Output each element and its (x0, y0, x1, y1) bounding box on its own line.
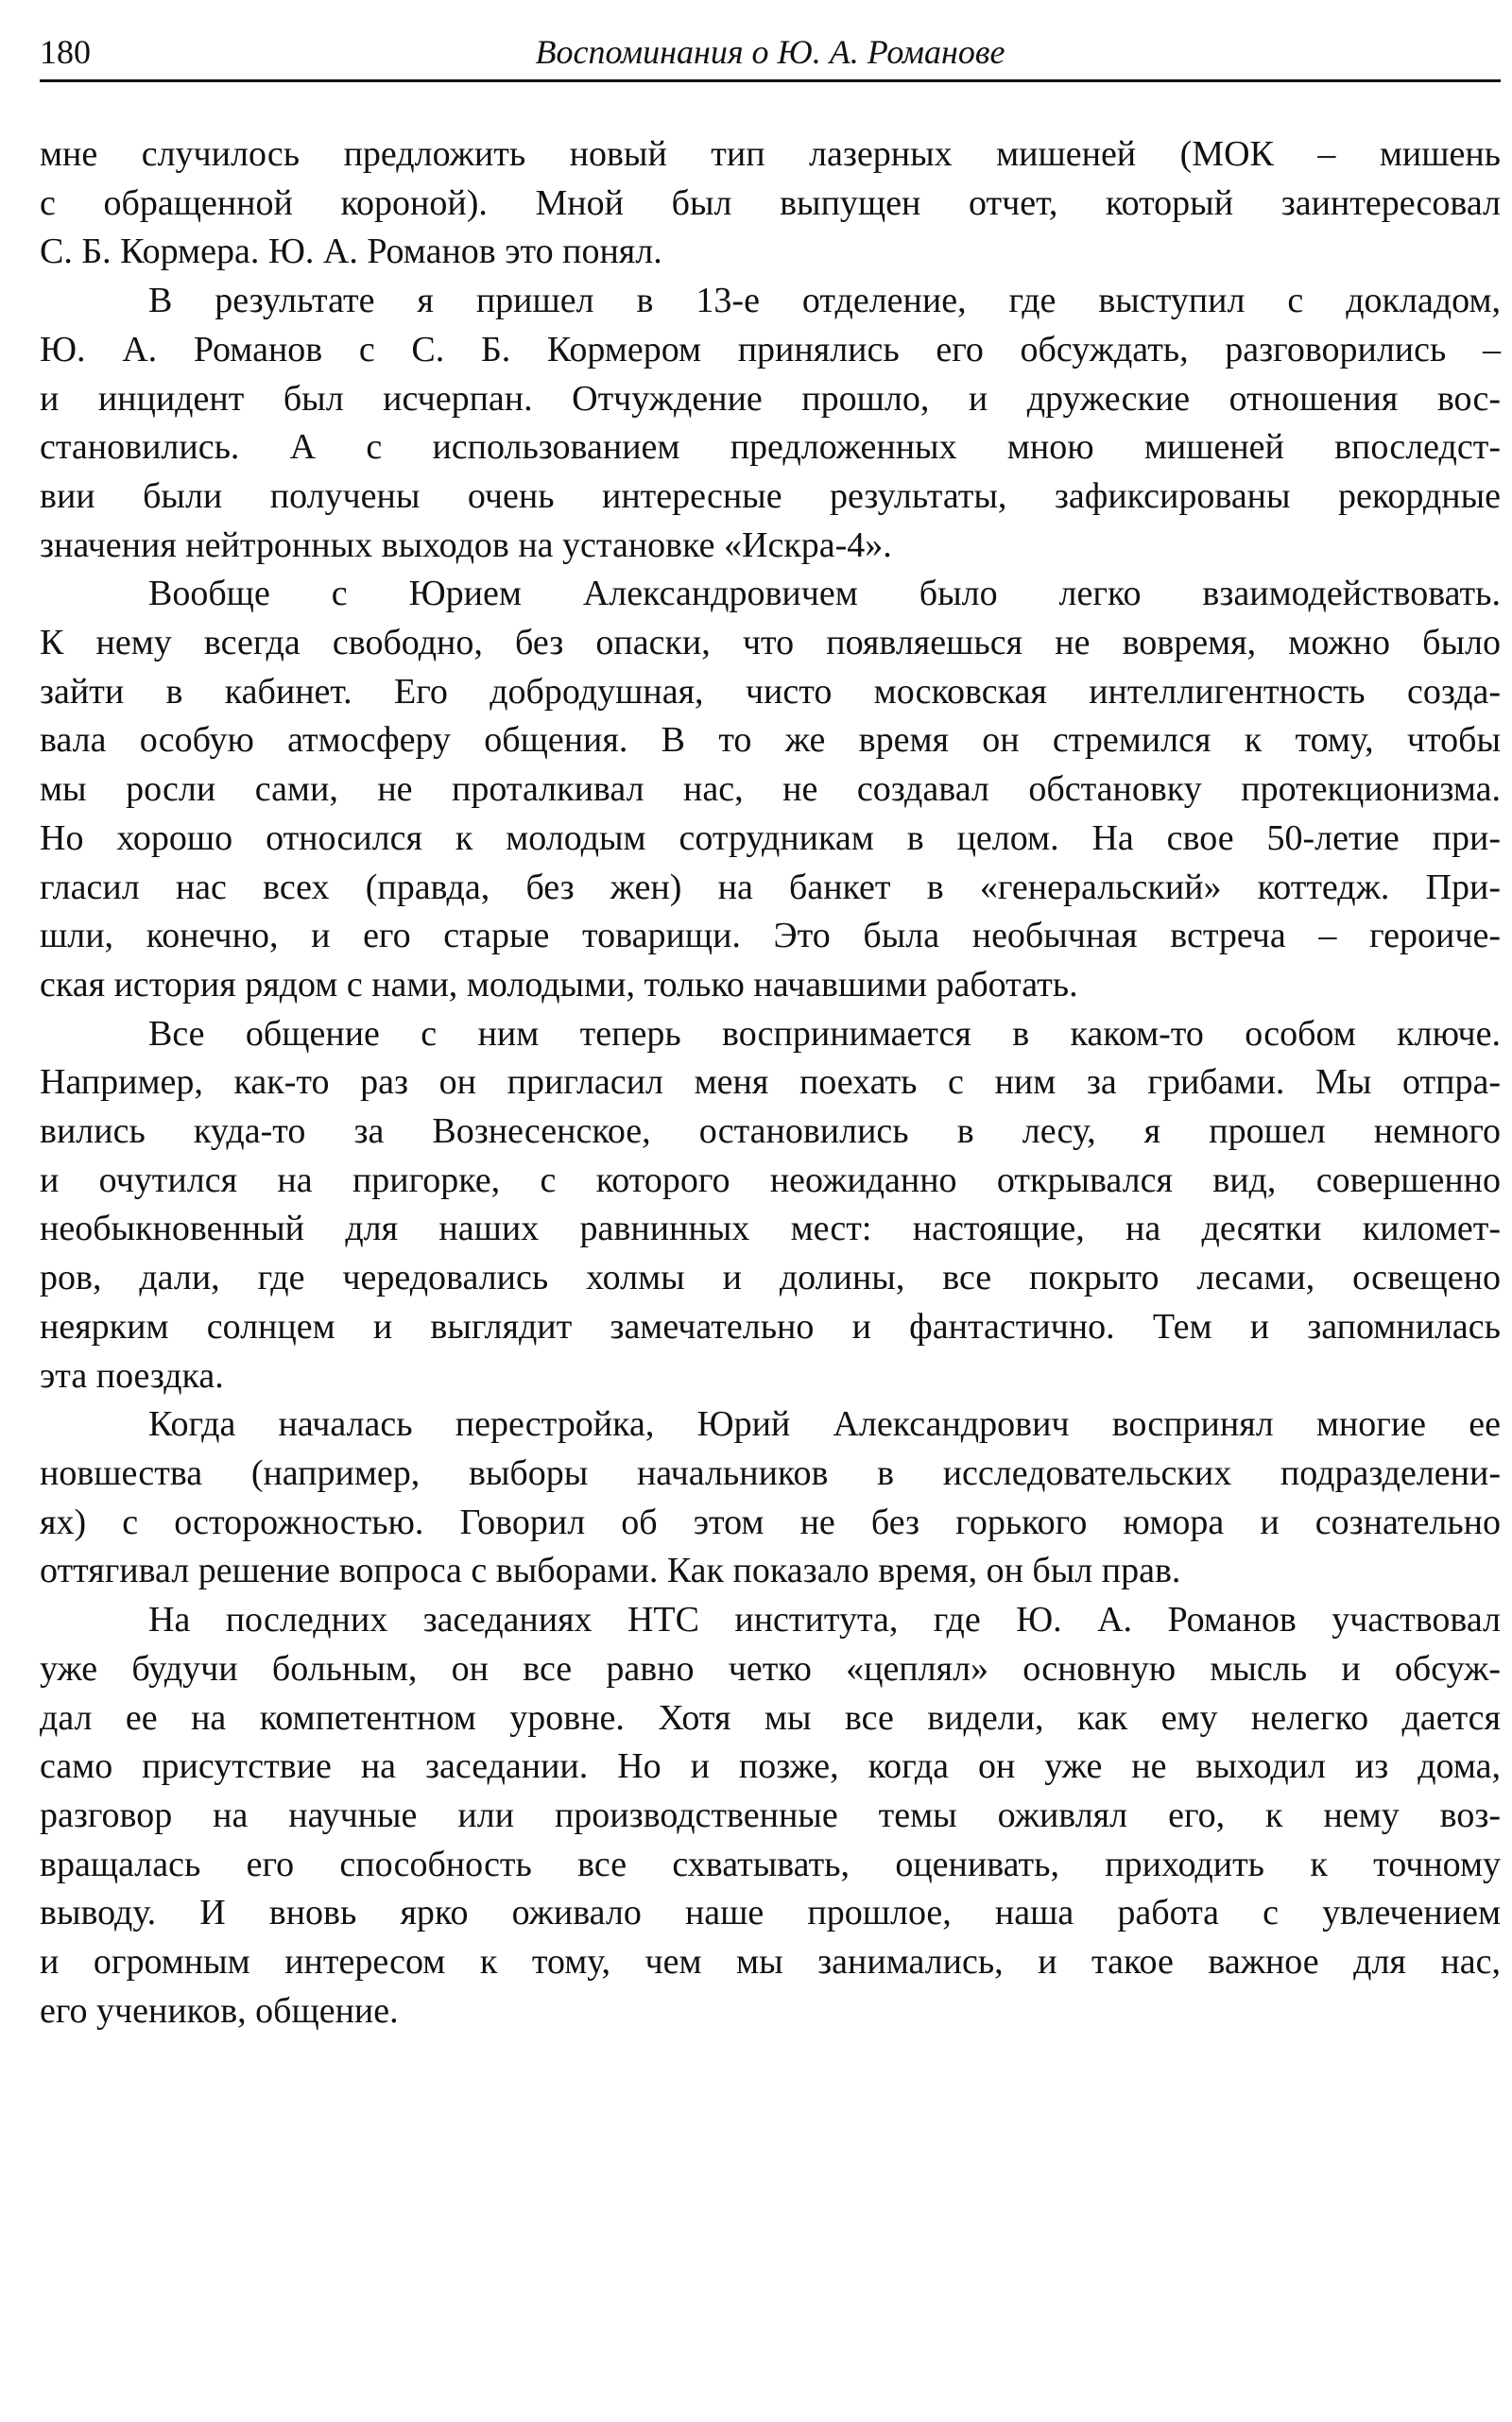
text-line: С. Б. Кормера. Ю. А. Романов это понял. (40, 232, 662, 272)
text-line: Но хорошо относился к молодым сотрудникам в целом. На свое 50-летие при- (40, 817, 1501, 858)
text-line: мы росли сами, не проталкивал нас, не создавал обстановку протекционизма. (40, 769, 1501, 810)
text-line: Ю. А. Романов с С. Б. Кормером принялись его обсуждать, разговорились – (40, 329, 1501, 369)
text-line: вились куда-то за Вознесенское, остановились в лесу, я прошел немного (40, 1111, 1501, 1152)
text-line: ров, дали, где чередовались холмы и долины, все покрыто лесами, освещено (40, 1258, 1501, 1298)
text-line: эта поездка. (40, 1355, 224, 1396)
text-line: само присутствие на заседании. Но и позже, когда он уже не выходил из дома, (40, 1746, 1501, 1787)
text-line: Вообще с Юрием Александровичем было легко взаимодействовать. (148, 574, 1501, 614)
text-line: К нему всегда свободно, без опаски, что появляешься не вовремя, можно было (40, 623, 1501, 663)
text-line: Например, как-то раз он пригласил меня поехать с ним за грибами. Мы отпра- (40, 1062, 1501, 1103)
text-line: выводу. И вновь ярко оживало наше прошлое, наша работа с увлечением (40, 1893, 1501, 1933)
running-title: Воспоминания о Ю. А. Романове (535, 33, 1005, 71)
text-line: становились. А с использованием предложенных мною мишеней впоследст- (40, 427, 1501, 468)
text-line: новшества (например, выборы начальников в исследовательских подразделени- (40, 1452, 1501, 1493)
text-line: вращалась его способность все схватывать, оценивать, приходить к точному (40, 1844, 1501, 1884)
text-line: и огромным интересом к тому, чем мы занимались, и такое важное для нас, (40, 1942, 1501, 1983)
text-line: ская история рядом с нами, молодыми, только начавшими работать. (40, 964, 1078, 1005)
paragraph (40, 1400, 1501, 1596)
text-line: ях) с осторожностью. Говорил об этом не без горького юмора и сознательно (40, 1502, 1501, 1542)
text-line: вии были получены очень интересные результаты, зафиксированы рекордные (40, 475, 1501, 516)
body-text (40, 130, 1501, 2036)
paragraph (40, 277, 1501, 570)
text-line: оттягивал решение вопроса с выборами. Как показало время, он был прав. (40, 1551, 1181, 1591)
text-line: с обращенной короной). Мной был выпущен отчет, который заинтересовал (40, 182, 1501, 223)
text-line: его учеников, общение. (40, 1990, 399, 2031)
text-line: В результате я пришел в 13-е отделение, где выступил с докладом, (148, 281, 1501, 321)
text-line: уже будучи больным, он все равно четко «цеплял» основную мысль и обсуж- (40, 1648, 1501, 1689)
text-line: Когда началась перестройка, Юрий Александрович воспринял многие ее (148, 1404, 1501, 1445)
running-header (40, 28, 1501, 82)
text-line: шли, конечно, и его старые товарищи. Это была необычная встреча – героиче- (40, 916, 1501, 956)
text-line: вала особую атмосферу общения. В то же время он стремился к тому, чтобы (40, 720, 1501, 761)
text-line: и очутился на пригорке, с которого неожиданно открывался вид, совершенно (40, 1159, 1501, 1200)
text-line: неярким солнцем и выглядит замечательно и фантастично. Тем и запомнилась (40, 1306, 1501, 1347)
paragraph (40, 130, 1501, 277)
paragraph (40, 1010, 1501, 1401)
text-line: и инцидент был исчерпан. Отчуждение прошло, и дружеские отношения вос- (40, 378, 1501, 419)
text-line: Все общение с ним теперь воспринимается в каком-то особом ключе. (148, 1013, 1501, 1054)
text-line: разговор на научные или производственные темы оживлял его, к нему воз- (40, 1795, 1501, 1835)
paragraph (40, 1596, 1501, 2036)
text-line: зайти в кабинет. Его добродушная, чисто московская интеллигентность созда- (40, 671, 1501, 712)
text-line: необыкновенный для наших равнинных мест: настоящие, на десятки километ- (40, 1209, 1501, 1249)
text-line: мне случилось предложить новый тип лазерных мишеней (МОК – мишень (40, 134, 1501, 174)
paragraph (40, 570, 1501, 1009)
text-line: На последних заседаниях НТС института, где Ю. А. Романов участвовал (148, 1600, 1501, 1640)
page-number: 180 (40, 33, 91, 71)
text-line: значения нейтронных выходов на установке «Искра-4». (40, 524, 892, 565)
text-line: дал ее на компетентном уровне. Хотя мы все видели, как ему нелегко дается (40, 1697, 1501, 1738)
text-line: гласил нас всех (правда, без жен) на банкет в «генеральский» коттедж. При- (40, 867, 1501, 907)
